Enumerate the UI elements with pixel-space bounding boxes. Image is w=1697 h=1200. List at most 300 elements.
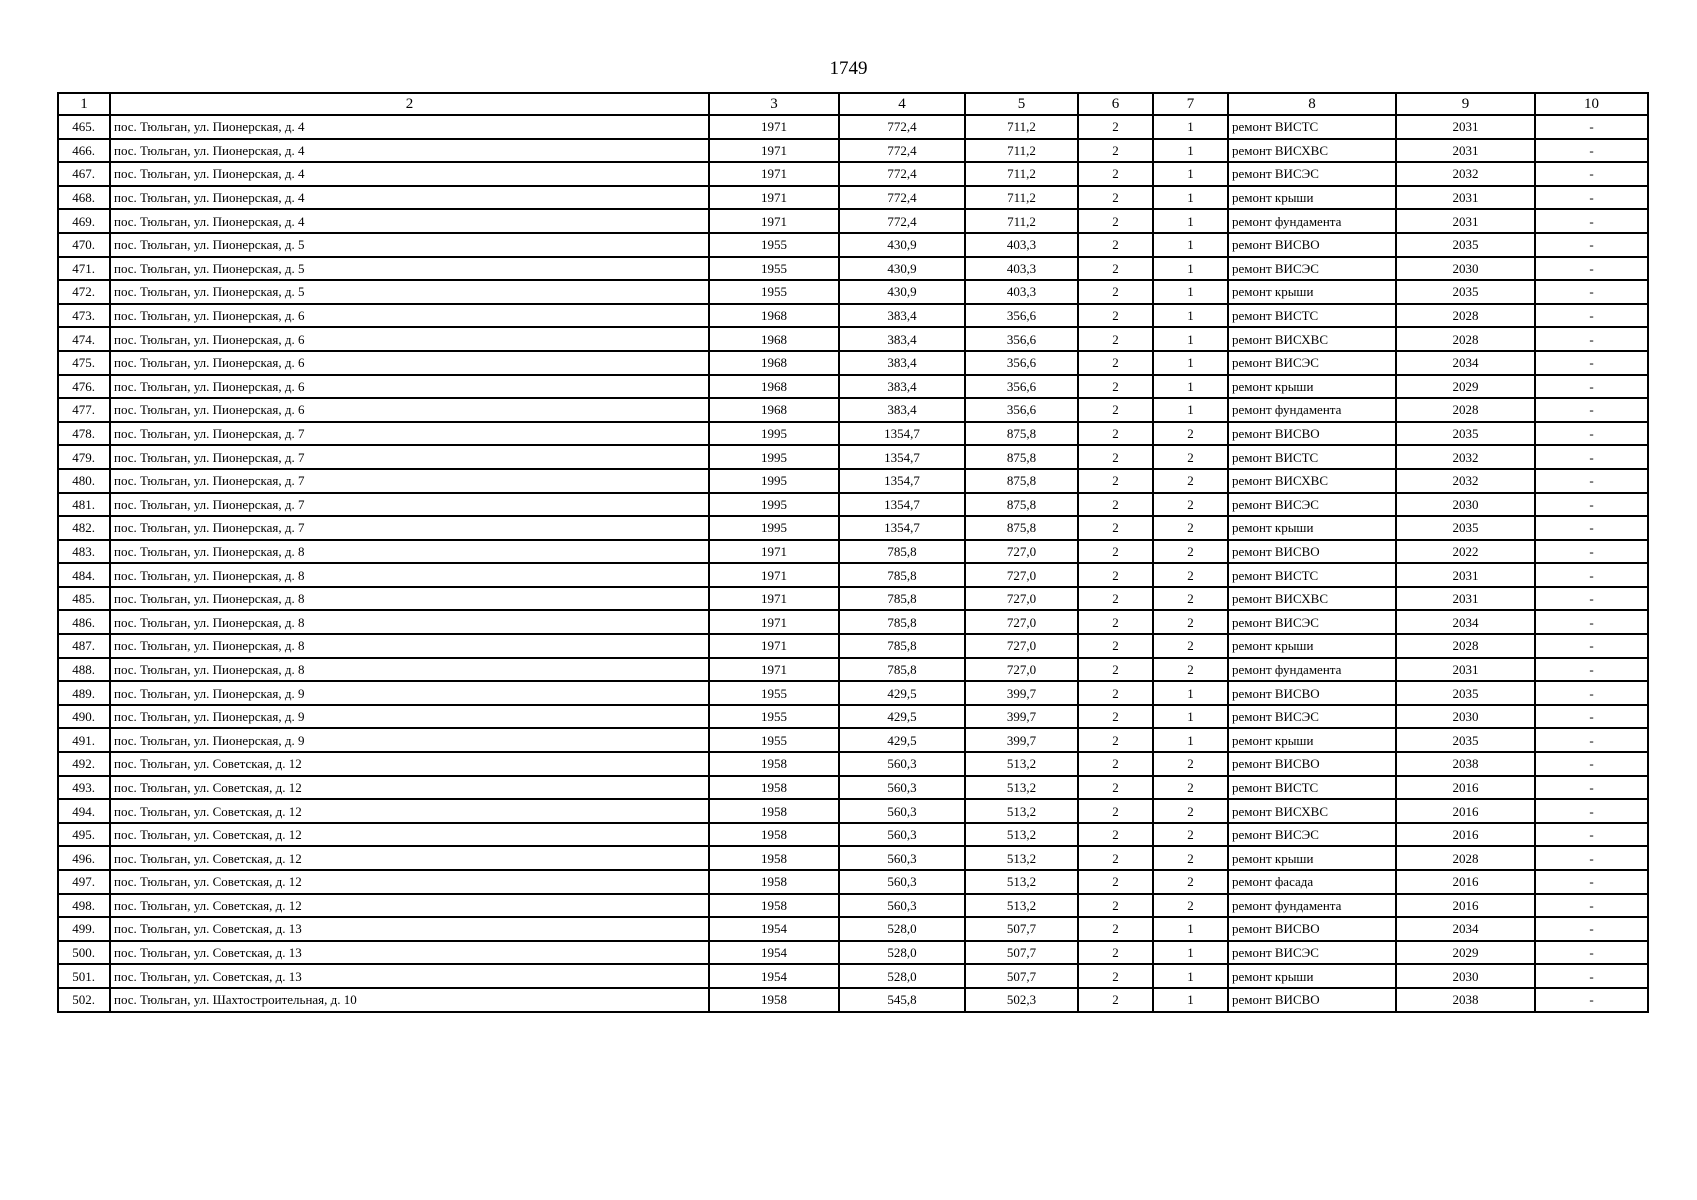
entrances-count-cell: 1 [1153, 705, 1228, 729]
address-cell: пос. Тюльган, ул. Пионерская, д. 7 [110, 422, 709, 446]
address-cell: пос. Тюльган, ул. Пионерская, д. 4 [110, 139, 709, 163]
address-cell: пос. Тюльган, ул. Пионерская, д. 7 [110, 445, 709, 469]
column-header: 6 [1078, 93, 1153, 115]
work-type-cell: ремонт фасада [1228, 870, 1396, 894]
address-cell: пос. Тюльган, ул. Советская, д. 13 [110, 964, 709, 988]
row-number-cell: 498. [58, 894, 110, 918]
total-area-cell: 560,3 [839, 870, 965, 894]
year-built-cell: 1958 [709, 846, 839, 870]
work-type-cell: ремонт ВИСТС [1228, 563, 1396, 587]
work-type-cell: ремонт ВИСЭС [1228, 162, 1396, 186]
living-area-cell: 356,6 [965, 375, 1078, 399]
planned-year-cell: 2031 [1396, 587, 1535, 611]
planned-year-cell: 2031 [1396, 209, 1535, 233]
floors-count-cell: 2 [1078, 162, 1153, 186]
repair-schedule-table [57, 92, 1649, 1013]
living-area-cell: 399,7 [965, 728, 1078, 752]
row-number-cell: 491. [58, 728, 110, 752]
work-type-cell: ремонт ВИСЭС [1228, 705, 1396, 729]
living-area-cell: 711,2 [965, 162, 1078, 186]
entrances-count-cell: 2 [1153, 493, 1228, 517]
floors-count-cell: 2 [1078, 823, 1153, 847]
planned-year-cell: 2032 [1396, 469, 1535, 493]
note-cell: - [1535, 728, 1648, 752]
floors-count-cell: 2 [1078, 988, 1153, 1012]
table-row [58, 469, 1648, 493]
note-cell: - [1535, 257, 1648, 281]
column-header: 5 [965, 93, 1078, 115]
table-row [58, 375, 1648, 399]
address-cell: пос. Тюльган, ул. Пионерская, д. 4 [110, 115, 709, 139]
planned-year-cell: 2032 [1396, 445, 1535, 469]
address-cell: пос. Тюльган, ул. Пионерская, д. 6 [110, 327, 709, 351]
column-header: 4 [839, 93, 965, 115]
entrances-count-cell: 2 [1153, 563, 1228, 587]
row-number-cell: 477. [58, 398, 110, 422]
floors-count-cell: 2 [1078, 540, 1153, 564]
note-cell: - [1535, 351, 1648, 375]
table-row [58, 563, 1648, 587]
year-built-cell: 1971 [709, 563, 839, 587]
entrances-count-cell: 1 [1153, 115, 1228, 139]
total-area-cell: 772,4 [839, 115, 965, 139]
table-row [58, 233, 1648, 257]
floors-count-cell: 2 [1078, 375, 1153, 399]
column-header: 1 [58, 93, 110, 115]
entrances-count-cell: 1 [1153, 233, 1228, 257]
note-cell: - [1535, 705, 1648, 729]
work-type-cell: ремонт ВИСВО [1228, 540, 1396, 564]
year-built-cell: 1995 [709, 469, 839, 493]
note-cell: - [1535, 776, 1648, 800]
floors-count-cell: 2 [1078, 327, 1153, 351]
table-row [58, 870, 1648, 894]
total-area-cell: 429,5 [839, 681, 965, 705]
entrances-count-cell: 1 [1153, 257, 1228, 281]
table-row [58, 658, 1648, 682]
address-cell: пос. Тюльган, ул. Советская, д. 12 [110, 776, 709, 800]
entrances-count-cell: 1 [1153, 681, 1228, 705]
row-number-cell: 500. [58, 941, 110, 965]
planned-year-cell: 2029 [1396, 375, 1535, 399]
living-area-cell: 513,2 [965, 894, 1078, 918]
row-number-cell: 466. [58, 139, 110, 163]
planned-year-cell: 2035 [1396, 422, 1535, 446]
year-built-cell: 1955 [709, 681, 839, 705]
row-number-cell: 479. [58, 445, 110, 469]
floors-count-cell: 2 [1078, 894, 1153, 918]
total-area-cell: 785,8 [839, 634, 965, 658]
entrances-count-cell: 1 [1153, 304, 1228, 328]
floors-count-cell: 2 [1078, 233, 1153, 257]
note-cell: - [1535, 493, 1648, 517]
living-area-cell: 507,7 [965, 917, 1078, 941]
planned-year-cell: 2035 [1396, 516, 1535, 540]
address-cell: пос. Тюльган, ул. Пионерская, д. 5 [110, 233, 709, 257]
total-area-cell: 1354,7 [839, 445, 965, 469]
year-built-cell: 1954 [709, 941, 839, 965]
year-built-cell: 1995 [709, 422, 839, 446]
note-cell: - [1535, 233, 1648, 257]
address-cell: пос. Тюльган, ул. Пионерская, д. 7 [110, 493, 709, 517]
address-cell: пос. Тюльган, ул. Пионерская, д. 4 [110, 162, 709, 186]
year-built-cell: 1958 [709, 752, 839, 776]
entrances-count-cell: 2 [1153, 469, 1228, 493]
table-row [58, 705, 1648, 729]
planned-year-cell: 2016 [1396, 776, 1535, 800]
table-row [58, 516, 1648, 540]
floors-count-cell: 2 [1078, 563, 1153, 587]
table-row [58, 894, 1648, 918]
row-number-cell: 495. [58, 823, 110, 847]
planned-year-cell: 2038 [1396, 752, 1535, 776]
year-built-cell: 1968 [709, 398, 839, 422]
address-cell: пос. Тюльган, ул. Советская, д. 12 [110, 846, 709, 870]
living-area-cell: 507,7 [965, 964, 1078, 988]
table-row [58, 610, 1648, 634]
total-area-cell: 785,8 [839, 610, 965, 634]
entrances-count-cell: 2 [1153, 846, 1228, 870]
living-area-cell: 727,0 [965, 610, 1078, 634]
table-row [58, 799, 1648, 823]
table-row [58, 917, 1648, 941]
note-cell: - [1535, 870, 1648, 894]
entrances-count-cell: 1 [1153, 988, 1228, 1012]
floors-count-cell: 2 [1078, 445, 1153, 469]
floors-count-cell: 2 [1078, 186, 1153, 210]
year-built-cell: 1968 [709, 304, 839, 328]
entrances-count-cell: 2 [1153, 540, 1228, 564]
row-number-cell: 499. [58, 917, 110, 941]
table-row [58, 752, 1648, 776]
work-type-cell: ремонт ВИСЭС [1228, 941, 1396, 965]
entrances-count-cell: 1 [1153, 327, 1228, 351]
work-type-cell: ремонт ВИСХВС [1228, 327, 1396, 351]
living-area-cell: 727,0 [965, 563, 1078, 587]
work-type-cell: ремонт крыши [1228, 634, 1396, 658]
table-row [58, 139, 1648, 163]
planned-year-cell: 2031 [1396, 563, 1535, 587]
total-area-cell: 772,4 [839, 139, 965, 163]
total-area-cell: 772,4 [839, 162, 965, 186]
living-area-cell: 513,2 [965, 823, 1078, 847]
total-area-cell: 383,4 [839, 327, 965, 351]
planned-year-cell: 2032 [1396, 162, 1535, 186]
note-cell: - [1535, 658, 1648, 682]
planned-year-cell: 2028 [1396, 304, 1535, 328]
total-area-cell: 429,5 [839, 705, 965, 729]
work-type-cell: ремонт ВИСЭС [1228, 493, 1396, 517]
row-number-cell: 494. [58, 799, 110, 823]
row-number-cell: 502. [58, 988, 110, 1012]
entrances-count-cell: 2 [1153, 422, 1228, 446]
year-built-cell: 1971 [709, 540, 839, 564]
total-area-cell: 560,3 [839, 823, 965, 847]
note-cell: - [1535, 941, 1648, 965]
year-built-cell: 1971 [709, 186, 839, 210]
table-row [58, 351, 1648, 375]
year-built-cell: 1971 [709, 139, 839, 163]
floors-count-cell: 2 [1078, 469, 1153, 493]
floors-count-cell: 2 [1078, 139, 1153, 163]
address-cell: пос. Тюльган, ул. Пионерская, д. 9 [110, 681, 709, 705]
address-cell: пос. Тюльган, ул. Пионерская, д. 6 [110, 398, 709, 422]
entrances-count-cell: 1 [1153, 186, 1228, 210]
year-built-cell: 1958 [709, 776, 839, 800]
note-cell: - [1535, 846, 1648, 870]
total-area-cell: 1354,7 [839, 516, 965, 540]
year-built-cell: 1971 [709, 634, 839, 658]
work-type-cell: ремонт крыши [1228, 375, 1396, 399]
total-area-cell: 785,8 [839, 540, 965, 564]
total-area-cell: 528,0 [839, 917, 965, 941]
row-number-cell: 497. [58, 870, 110, 894]
address-cell: пос. Тюльган, ул. Пионерская, д. 9 [110, 728, 709, 752]
table-row [58, 728, 1648, 752]
work-type-cell: ремонт ВИСВО [1228, 233, 1396, 257]
row-number-cell: 467. [58, 162, 110, 186]
entrances-count-cell: 2 [1153, 516, 1228, 540]
year-built-cell: 1971 [709, 162, 839, 186]
living-area-cell: 875,8 [965, 493, 1078, 517]
address-cell: пос. Тюльган, ул. Пионерская, д. 4 [110, 186, 709, 210]
total-area-cell: 772,4 [839, 186, 965, 210]
planned-year-cell: 2028 [1396, 398, 1535, 422]
entrances-count-cell: 2 [1153, 658, 1228, 682]
entrances-count-cell: 2 [1153, 823, 1228, 847]
work-type-cell: ремонт фундамента [1228, 398, 1396, 422]
year-built-cell: 1995 [709, 516, 839, 540]
total-area-cell: 383,4 [839, 398, 965, 422]
work-type-cell: ремонт ВИСЭС [1228, 610, 1396, 634]
address-cell: пос. Тюльган, ул. Пионерская, д. 5 [110, 257, 709, 281]
year-built-cell: 1955 [709, 280, 839, 304]
planned-year-cell: 2016 [1396, 799, 1535, 823]
row-number-cell: 483. [58, 540, 110, 564]
year-built-cell: 1968 [709, 327, 839, 351]
note-cell: - [1535, 162, 1648, 186]
floors-count-cell: 2 [1078, 610, 1153, 634]
planned-year-cell: 2016 [1396, 823, 1535, 847]
living-area-cell: 727,0 [965, 634, 1078, 658]
address-cell: пос. Тюльган, ул. Пионерская, д. 8 [110, 563, 709, 587]
planned-year-cell: 2031 [1396, 658, 1535, 682]
work-type-cell: ремонт ВИСТС [1228, 445, 1396, 469]
total-area-cell: 383,4 [839, 304, 965, 328]
floors-count-cell: 2 [1078, 705, 1153, 729]
year-built-cell: 1971 [709, 658, 839, 682]
address-cell: пос. Тюльган, ул. Советская, д. 12 [110, 752, 709, 776]
table-row [58, 587, 1648, 611]
row-number-cell: 480. [58, 469, 110, 493]
floors-count-cell: 2 [1078, 658, 1153, 682]
table-row [58, 988, 1648, 1012]
address-cell: пос. Тюльган, ул. Советская, д. 12 [110, 799, 709, 823]
living-area-cell: 513,2 [965, 870, 1078, 894]
entrances-count-cell: 1 [1153, 162, 1228, 186]
work-type-cell: ремонт ВИСЭС [1228, 823, 1396, 847]
work-type-cell: ремонт фундамента [1228, 894, 1396, 918]
floors-count-cell: 2 [1078, 587, 1153, 611]
total-area-cell: 383,4 [839, 351, 965, 375]
work-type-cell: ремонт ВИСТС [1228, 115, 1396, 139]
entrances-count-cell: 2 [1153, 894, 1228, 918]
total-area-cell: 1354,7 [839, 493, 965, 517]
note-cell: - [1535, 894, 1648, 918]
planned-year-cell: 2031 [1396, 139, 1535, 163]
note-cell: - [1535, 398, 1648, 422]
living-area-cell: 356,6 [965, 327, 1078, 351]
address-cell: пос. Тюльган, ул. Советская, д. 12 [110, 870, 709, 894]
floors-count-cell: 2 [1078, 422, 1153, 446]
year-built-cell: 1954 [709, 917, 839, 941]
living-area-cell: 513,2 [965, 846, 1078, 870]
address-cell: пос. Тюльган, ул. Советская, д. 13 [110, 917, 709, 941]
floors-count-cell: 2 [1078, 728, 1153, 752]
note-cell: - [1535, 115, 1648, 139]
table-row [58, 186, 1648, 210]
work-type-cell: ремонт ВИСВО [1228, 681, 1396, 705]
note-cell: - [1535, 964, 1648, 988]
row-number-cell: 496. [58, 846, 110, 870]
planned-year-cell: 2028 [1396, 327, 1535, 351]
address-cell: пос. Тюльган, ул. Советская, д. 12 [110, 894, 709, 918]
floors-count-cell: 2 [1078, 115, 1153, 139]
floors-count-cell: 2 [1078, 681, 1153, 705]
address-cell: пос. Тюльган, ул. Пионерская, д. 6 [110, 351, 709, 375]
note-cell: - [1535, 634, 1648, 658]
total-area-cell: 560,3 [839, 894, 965, 918]
address-cell: пос. Тюльган, ул. Пионерская, д. 7 [110, 469, 709, 493]
entrances-count-cell: 1 [1153, 941, 1228, 965]
table-row [58, 540, 1648, 564]
year-built-cell: 1958 [709, 799, 839, 823]
table-row [58, 493, 1648, 517]
table-row [58, 846, 1648, 870]
living-area-cell: 875,8 [965, 469, 1078, 493]
row-number-cell: 488. [58, 658, 110, 682]
table-row [58, 681, 1648, 705]
row-number-cell: 474. [58, 327, 110, 351]
note-cell: - [1535, 823, 1648, 847]
living-area-cell: 502,3 [965, 988, 1078, 1012]
row-number-cell: 469. [58, 209, 110, 233]
floors-count-cell: 2 [1078, 280, 1153, 304]
row-number-cell: 487. [58, 634, 110, 658]
entrances-count-cell: 2 [1153, 634, 1228, 658]
planned-year-cell: 2035 [1396, 233, 1535, 257]
note-cell: - [1535, 516, 1648, 540]
total-area-cell: 785,8 [839, 563, 965, 587]
work-type-cell: ремонт крыши [1228, 186, 1396, 210]
entrances-count-cell: 1 [1153, 139, 1228, 163]
row-number-cell: 490. [58, 705, 110, 729]
entrances-count-cell: 2 [1153, 445, 1228, 469]
work-type-cell: ремонт ВИСХВС [1228, 799, 1396, 823]
planned-year-cell: 2038 [1396, 988, 1535, 1012]
total-area-cell: 429,5 [839, 728, 965, 752]
planned-year-cell: 2029 [1396, 941, 1535, 965]
note-cell: - [1535, 799, 1648, 823]
planned-year-cell: 2031 [1396, 186, 1535, 210]
living-area-cell: 875,8 [965, 422, 1078, 446]
total-area-cell: 383,4 [839, 375, 965, 399]
work-type-cell: ремонт крыши [1228, 516, 1396, 540]
note-cell: - [1535, 280, 1648, 304]
year-built-cell: 1954 [709, 964, 839, 988]
year-built-cell: 1958 [709, 894, 839, 918]
living-area-cell: 711,2 [965, 209, 1078, 233]
total-area-cell: 560,3 [839, 846, 965, 870]
work-type-cell: ремонт ВИСХВС [1228, 469, 1396, 493]
note-cell: - [1535, 445, 1648, 469]
year-built-cell: 1995 [709, 445, 839, 469]
column-header: 2 [110, 93, 709, 115]
planned-year-cell: 2034 [1396, 610, 1535, 634]
living-area-cell: 727,0 [965, 658, 1078, 682]
table-row [58, 327, 1648, 351]
note-cell: - [1535, 917, 1648, 941]
address-cell: пос. Тюльган, ул. Пионерская, д. 8 [110, 587, 709, 611]
note-cell: - [1535, 563, 1648, 587]
address-cell: пос. Тюльган, ул. Шахтостроительная, д. 10 [110, 988, 709, 1012]
year-built-cell: 1955 [709, 728, 839, 752]
living-area-cell: 356,6 [965, 398, 1078, 422]
table-row [58, 776, 1648, 800]
note-cell: - [1535, 988, 1648, 1012]
year-built-cell: 1995 [709, 493, 839, 517]
entrances-count-cell: 1 [1153, 917, 1228, 941]
planned-year-cell: 2035 [1396, 681, 1535, 705]
year-built-cell: 1971 [709, 209, 839, 233]
floors-count-cell: 2 [1078, 964, 1153, 988]
table-row [58, 445, 1648, 469]
row-number-cell: 481. [58, 493, 110, 517]
table-row [58, 280, 1648, 304]
work-type-cell: ремонт ВИСХВС [1228, 139, 1396, 163]
work-type-cell: ремонт фундамента [1228, 209, 1396, 233]
total-area-cell: 1354,7 [839, 469, 965, 493]
work-type-cell: ремонт ВИСЭС [1228, 257, 1396, 281]
column-header: 10 [1535, 93, 1648, 115]
total-area-cell: 545,8 [839, 988, 965, 1012]
row-number-cell: 486. [58, 610, 110, 634]
work-type-cell: ремонт крыши [1228, 964, 1396, 988]
floors-count-cell: 2 [1078, 752, 1153, 776]
planned-year-cell: 2030 [1396, 705, 1535, 729]
entrances-count-cell: 1 [1153, 398, 1228, 422]
living-area-cell: 513,2 [965, 752, 1078, 776]
total-area-cell: 528,0 [839, 964, 965, 988]
floors-count-cell: 2 [1078, 398, 1153, 422]
table-row [58, 398, 1648, 422]
living-area-cell: 711,2 [965, 115, 1078, 139]
floors-count-cell: 2 [1078, 846, 1153, 870]
column-header: 8 [1228, 93, 1396, 115]
total-area-cell: 785,8 [839, 658, 965, 682]
year-built-cell: 1971 [709, 587, 839, 611]
table-row [58, 162, 1648, 186]
entrances-count-cell: 1 [1153, 280, 1228, 304]
note-cell: - [1535, 304, 1648, 328]
work-type-cell: ремонт крыши [1228, 280, 1396, 304]
note-cell: - [1535, 186, 1648, 210]
year-built-cell: 1968 [709, 375, 839, 399]
living-area-cell: 356,6 [965, 304, 1078, 328]
total-area-cell: 772,4 [839, 209, 965, 233]
total-area-cell: 560,3 [839, 799, 965, 823]
entrances-count-cell: 2 [1153, 610, 1228, 634]
